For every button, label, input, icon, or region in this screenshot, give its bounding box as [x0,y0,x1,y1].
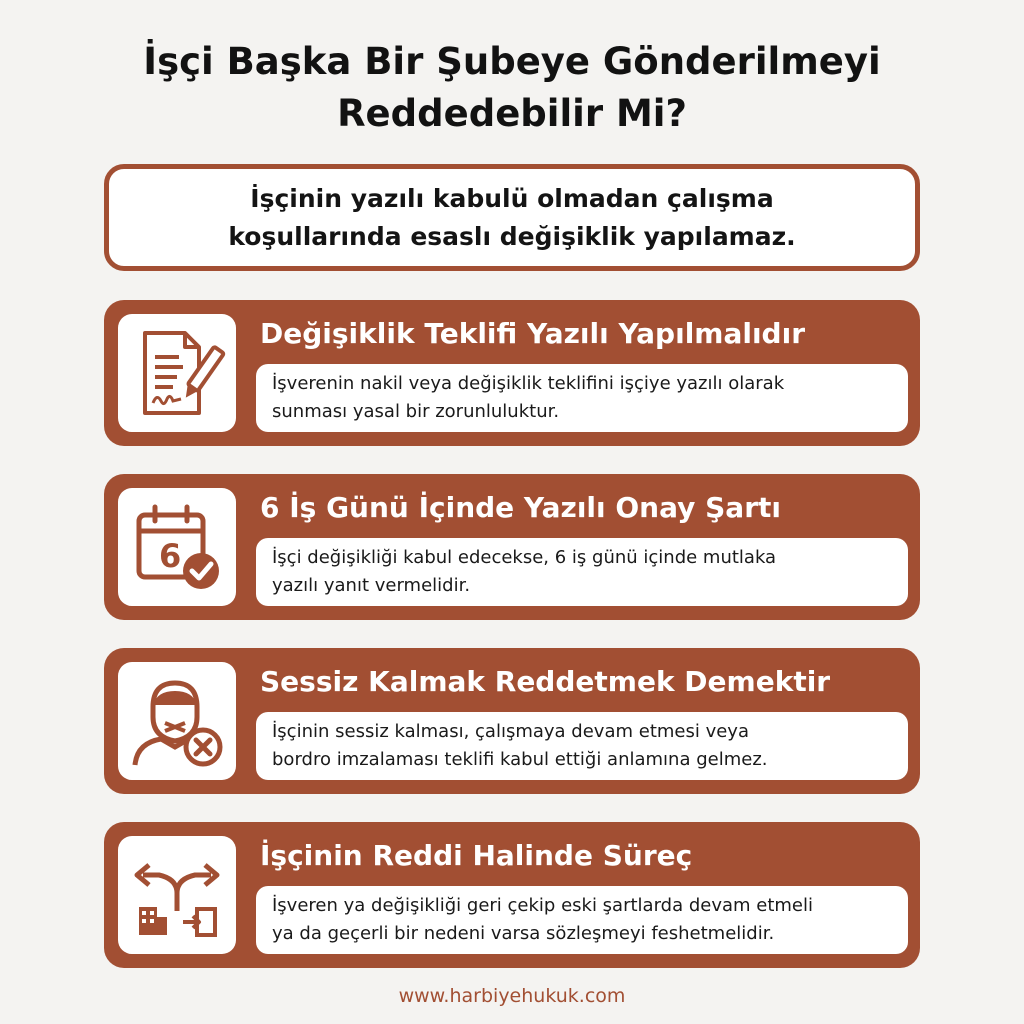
card-title: Sessiz Kalmak Reddetmek Demektir [260,665,831,698]
card-description-line-1: İşçi değişikliği kabul edecekse, 6 iş günü içinde mutlaka [272,547,777,568]
info-card-rejection-process [104,822,920,968]
card-description-line-1: İşçinin sessiz kalması, çalışmaya devam etmesi veya [272,721,749,742]
title-line-1: İşçi Başka Bir Şubeye Gönderilmeyi [143,40,881,83]
card-title: Değişiklik Teklifi Yazılı Yapılmalıdır [260,317,806,350]
card-description [256,364,908,432]
summary-box [104,164,920,271]
card-description-line-1: İşveren ya değişikliği geri çekip eski şartlarda devam etmeli [272,895,814,916]
calendar-check-icon [118,488,236,606]
page-title [60,36,964,140]
card-description-line-2: sunması yasal bir zorunluluktur. [272,401,560,422]
card-description-line-1: İşverenin nakil veya değişiklik teklifini işçiye yazılı olarak [272,373,785,394]
title-line-2: Reddedebilir Mi? [337,92,687,135]
card-description [256,886,908,954]
summary-line-1: İşçinin yazılı kabulü olmadan çalışma [250,183,774,213]
card-description [256,712,908,780]
card-description-line-2: yazılı yanıt vermelidir. [272,575,471,596]
info-card-six-days [104,474,920,620]
card-description-line-2: ya da geçerli bir nedeni varsa sözleşmeyi feshetmelidir. [272,923,775,944]
split-arrows-icon [118,836,236,954]
card-description-line-2: bordro imzalaması teklifi kabul ettiği anlamına gelmez. [272,749,768,770]
info-card-silence [104,648,920,794]
website-link[interactable]: www.harbiyehukuk.com [398,985,626,1007]
summary-line-2: koşullarında esaslı değişiklik yapılamaz. [228,221,796,251]
card-description [256,538,908,606]
card-title: İşçinin Reddi Halinde Süreç [260,839,693,872]
document-signature-icon [118,314,236,432]
card-title: 6 İş Günü İçinde Yazılı Onay Şartı [260,491,781,524]
calendar-number: 6 [159,537,182,575]
info-card-written-offer [104,300,920,446]
silent-person-icon [118,662,236,780]
